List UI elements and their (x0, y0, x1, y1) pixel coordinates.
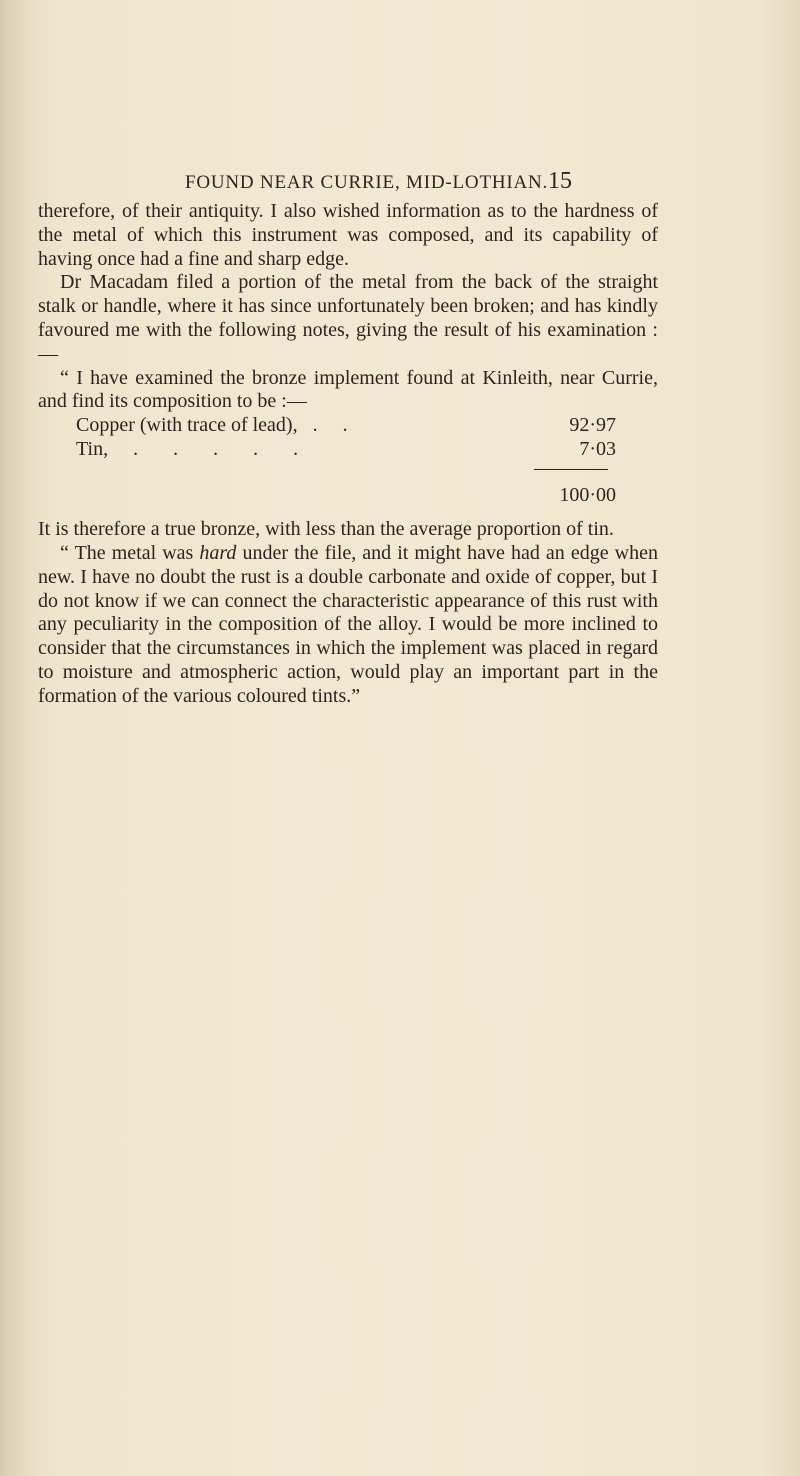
sum-rule (534, 469, 608, 470)
paragraph-1: therefore, of their antiquity. I also wished information as to the hardness of the metal of which this instrument was composed, and its capability of having once had a fine and sharp edge. (38, 200, 658, 270)
page-number: 15 (548, 168, 572, 194)
composition-total: 100·00 (559, 484, 616, 507)
composition-row-tin (76, 438, 616, 462)
composition-label: Copper (with trace of lead), . . (76, 414, 348, 437)
running-head: FOUND NEAR CURRIE, MID-LOTHIAN. (185, 172, 549, 193)
paragraph-5-emphasis: hard (199, 541, 237, 564)
paragraph-2: Dr Macadam filed a portion of the metal from the back of the straight stalk or handle, where it has since unfortunately been broken; and has kindly favoured me with the following notes, giving the result of his examination :— (38, 271, 658, 365)
paragraph-5 (38, 542, 658, 709)
page-header (0, 168, 800, 200)
paragraph-4: It is therefore a true bronze, with less than the average proportion of tin. (38, 518, 614, 541)
body-text (38, 200, 658, 709)
paragraph-5-start: “ The metal was (60, 541, 200, 564)
paragraph-3: “ I have examined the bronze implement found at Kinleith, near Currie, and find its composition to be :— (38, 366, 658, 413)
composition-table (38, 414, 658, 518)
composition-value: 92·97 (569, 414, 616, 437)
composition-label: Tin, . . . . . (76, 438, 299, 461)
paragraph-5-end: under the file, and it might have had an edge when new. I have no doubt the rust is a double carbonate and oxide of copper, but I do not know if we can connect the characteristic appearance of this rust with any peculiarity in the composition of the alloy. I would be more inclined to consider that the circumstances in which the implement was placed in regard to moisture and atmospheric action, would play an important part in the formation of the various coloured tints.” (38, 541, 658, 707)
composition-row-copper (76, 414, 616, 438)
composition-value: 7·03 (579, 438, 616, 461)
